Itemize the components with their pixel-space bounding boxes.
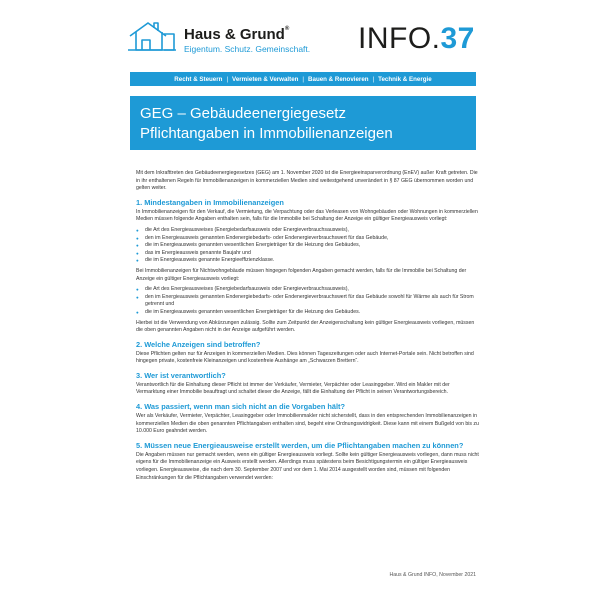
section-1-list-residential bbox=[136, 227, 480, 265]
brand-slogan: Eigentum. Schutz. Gemeinschaft. bbox=[184, 44, 311, 54]
article-body bbox=[136, 170, 480, 485]
section-5-heading: 5. Müssen neue Energieausweise erstellt werden, um die Pflichtangaben machen zu können? bbox=[136, 440, 464, 450]
category-recht-steuern: Recht & Steuern bbox=[174, 75, 223, 83]
section-4-heading: 4. Was passiert, wenn man sich nicht an die Vorgaben hält? bbox=[136, 402, 346, 412]
list-item: ● den im Energieausweis genannten Endenergiebedarfs- oder Endenergieverbrauchswert für das Gebäude sowohl für Wärme als auch für Strom getrennt und bbox=[136, 294, 480, 309]
category-technik-energie: Technik & Energie bbox=[378, 75, 432, 83]
brand-name: Haus & Grund® bbox=[184, 26, 290, 43]
list-item: ● den im Energieausweis genannten Endenergiebedarfs- oder Endenergieverbrauchswert für das Gebäude, bbox=[136, 235, 480, 243]
section-2-paragraph: Diese Pflichten gelten nur für Anzeigen in kommerziellen Medien. Dies können Tageszeitungen oder auch Internet-Portale sein. Nicht betroffen sind hingegen private, kostenfreie Kleinanzeigen und kostenfreie Aushänge am „Schwarzen Brettern“. bbox=[136, 350, 474, 365]
section-5-paragraph: Die Angaben müssen nur gemacht werden, wenn ein gültiger Energieausweis vorliegt. Sollte kein gültiger Energieausweis vorliegen, dann muss nicht eigens für die Immobilienanzeige ein Ausweis erstellt werden. Allerdings muss spätestens beim Besichtigungstermin ein gültiger Energieausweis vorliegen. Energieausweise, die nach dem 30. September 2007 und vor dem 1. Mai 2014 ausgestellt worden sind, müssen mit folgenden Einschränkungen für die Pflichtangaben verwendet werden: bbox=[136, 451, 479, 481]
list-item: ● die im Energieausweis genannten wesentlichen Energieträger für die Heizung des Gebäudes, bbox=[136, 242, 480, 250]
category-band: Recht & Steuern | Vermieten & Verwalten | Bauen & Renovieren | Technik & Energie bbox=[130, 72, 476, 86]
section-1-paragraph: In Immobilienanzeigen für den Verkauf, die Vermietung, die Verpachtung oder das Verleasen von Wohngebäuden oder Wohnungen in kommerziellen Medien müssen folgende Angaben enthalten sein, falls für die Immobilie bei Schaltung der Anzeige ein gültiger Energieausweis vorliegt: bbox=[136, 208, 478, 223]
title-line-1: GEG – Gebäudeenergiegesetz bbox=[140, 105, 346, 122]
list-item: ● die im Energieausweis genannte Energieeffizienzklasse. bbox=[136, 257, 480, 265]
list-item: ● die Art des Energieausweises (Energiebedarfsausweis oder Energieverbrauchsausweis), bbox=[136, 286, 480, 294]
category-bauen-renovieren: Bauen & Renovieren bbox=[308, 75, 369, 83]
section-1-heading: 1. Mindestangaben in Immobilienanzeigen bbox=[136, 197, 284, 207]
haus-und-grund-logo bbox=[128, 20, 348, 60]
section-3-heading: 3. Wer ist verantwortlich? bbox=[136, 370, 226, 380]
category-vermieten-verwalten: Vermieten & Verwalten bbox=[232, 75, 299, 83]
footer-note: Haus & Grund INFO, November 2021 bbox=[389, 572, 476, 578]
title-banner bbox=[130, 96, 476, 150]
info-number: 37 bbox=[440, 22, 475, 55]
section-4-paragraph: Wer als Verkäufer, Vermieter, Verpächter, Leasinggeber oder Immobilienmakler nicht sicherstellt, dass in den entsprechenden Immobilienanzeigen in kommerziellen Medien die oben genannten Pflichtangaben enthalten sind, begeht eine Ordnungswidrigkeit. Diese kann mit einem Bußgeld von bis zu 10.000 Euro geahndet werden. bbox=[136, 413, 479, 435]
section-1-list-nonresidential bbox=[136, 286, 480, 316]
list-item: ● die Art des Energieausweises (Energiebedarfsausweis oder Energieverbrauchsausweis), bbox=[136, 227, 480, 235]
document-page bbox=[98, 0, 502, 600]
list-item: ● das im Energieausweis genannte Baujahr und bbox=[136, 250, 480, 258]
section-2-heading: 2. Welche Anzeigen sind betroffen? bbox=[136, 339, 261, 349]
house-logo-icon bbox=[128, 20, 178, 52]
section-1-paragraph-2: Bei Immobilienanzeigen für Nichtwohngebäude müssen hingegen folgenden Angaben gemacht werden, falls für die Immobilie bei Schaltung der Anzeige ein gültiger Energieausweis vorliegt: bbox=[136, 267, 467, 282]
section-3-paragraph: Verantwortlich für die Einhaltung dieser Pflicht ist immer der Verkäufer, Vermieter, Verpächter oder Leasinggeber. Wird ein Makler mit der Vermarktung einer Immobilie beauftragt und schaltet dieser die Anzeige, fällt die Einhaltung der Pflicht in seinen Verantwortungsbereich. bbox=[136, 381, 450, 396]
title-line-2: Pflichtangaben in Immobilienanzeigen bbox=[140, 125, 393, 142]
info-number-label: INFO.37 bbox=[358, 22, 475, 55]
list-item: ● die im Energieausweis genannten wesentlichen Energieträger für die Heizung des Gebäudes. bbox=[136, 309, 480, 317]
section-1-paragraph-3: Hierbei ist die Verwendung von Abkürzungen zulässig. Sollte zum Zeitpunkt der Anzeigenschaltung kein gültiger Energieausweis vorliegen, müssen die oben genannten Angaben nicht in der Anzeige aufgeführt werden. bbox=[136, 319, 475, 334]
intro-paragraph: Mit dem Inkrafttreten des Gebäudeenergiegesetzes (GEG) am 1. November 2020 ist die Energieeinsparverordnung (EnEV) außer Kraft getreten. Die in ihr enthaltenen Regeln für Immobilienanzeigen in kommerziellen Medien sind weitestgehend unverändert in § 87 GEG übernommen worden und gelten weiter. bbox=[136, 170, 478, 192]
